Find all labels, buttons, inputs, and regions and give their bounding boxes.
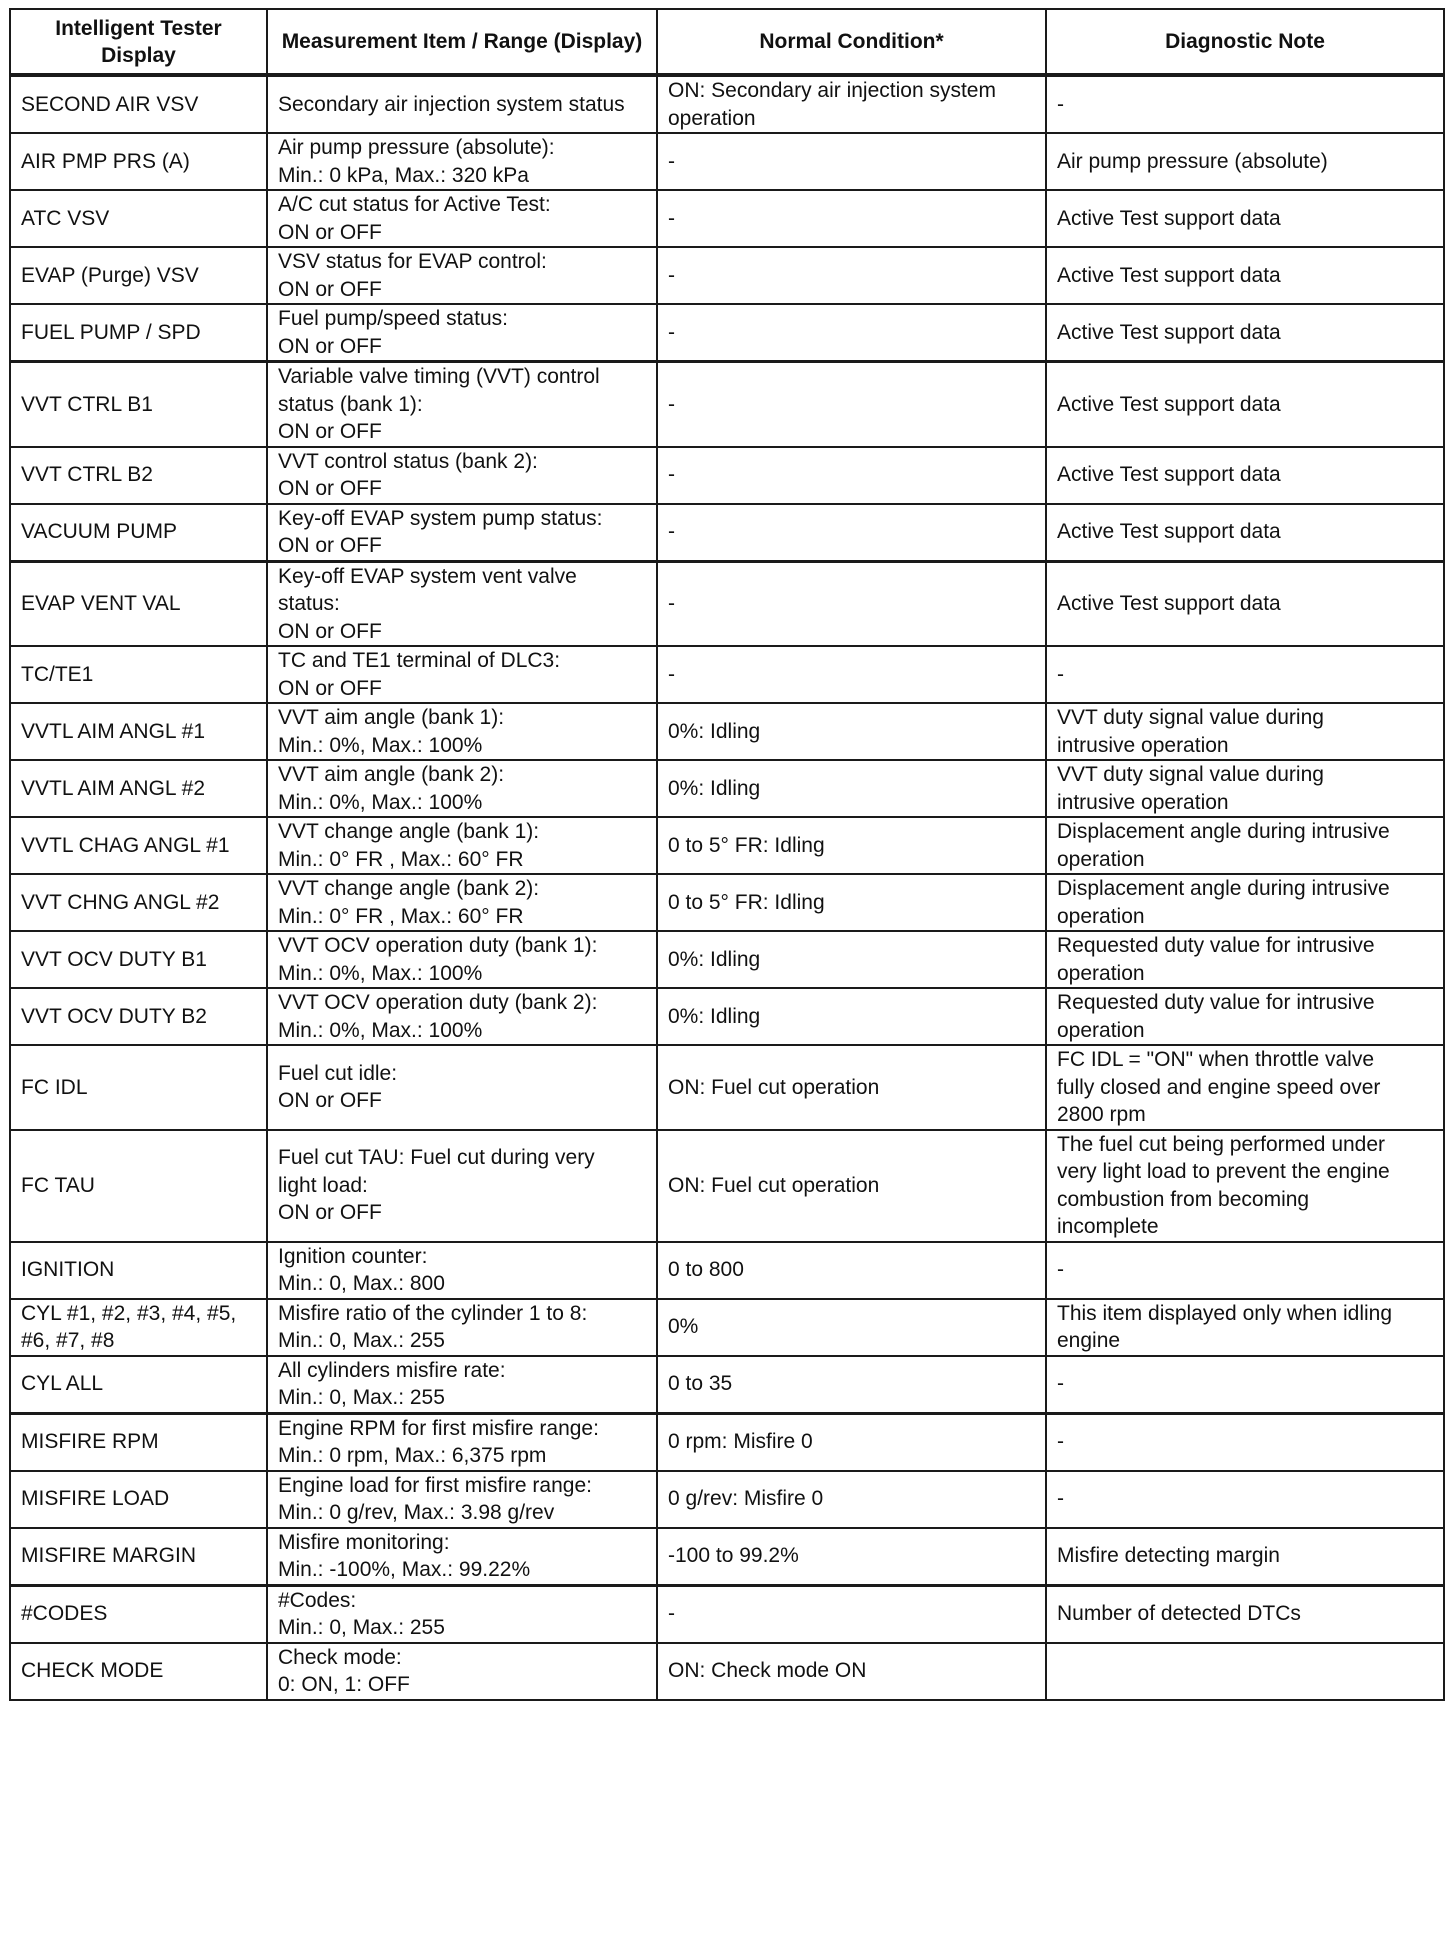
cell-measurement-item-text: Key-off EVAP system pump status: ON or OFF (278, 506, 603, 557)
table-row (10, 988, 1444, 1045)
cell-measurement-item-text: VVT OCV operation duty (bank 2): Min.: 0%, Max.: 100% (278, 991, 598, 1042)
table-row (10, 646, 1444, 703)
cell-diagnostic-note (1046, 447, 1444, 504)
cell-diagnostic-note-text: VVT duty signal value during intrusive operation (1057, 706, 1324, 757)
cell-tester-display (10, 931, 267, 988)
cell-measurement-item-text: VVT change angle (bank 2): Min.: 0° FR , Max.: 60° FR (278, 877, 540, 928)
header-tester-display: Intelligent Tester Display (10, 9, 267, 75)
cell-diagnostic-note (1046, 1356, 1444, 1414)
cell-measurement-item (267, 304, 657, 362)
cell-normal-condition-text: 0 g/rev: Misfire 0 (668, 1487, 824, 1511)
diagnostic-data-sheet (9, 8, 1443, 1701)
cell-measurement-item (267, 1471, 657, 1528)
table-row (10, 1356, 1444, 1414)
cell-normal-condition-text: ON: Check mode ON (668, 1659, 867, 1683)
cell-measurement-item-text: Fuel cut TAU: Fuel cut during very light load: ON or OFF (278, 1146, 595, 1225)
cell-measurement-item-text: Fuel cut idle: ON or OFF (278, 1061, 398, 1113)
cell-diagnostic-note (1046, 190, 1444, 247)
cell-tester-display (10, 760, 267, 817)
cell-tester-display-text: VVT CHNG ANGL #2 (21, 890, 220, 914)
cell-measurement-item-text: Key-off EVAP system vent valve status: ON or OFF (278, 564, 577, 643)
cell-measurement-item-text: VVT change angle (bank 1): Min.: 0° FR , Max.: 60° FR (278, 820, 540, 871)
cell-tester-display (10, 247, 267, 304)
table-row (10, 447, 1444, 504)
cell-normal-condition (657, 1585, 1046, 1643)
cell-diagnostic-note (1046, 1242, 1444, 1299)
cell-tester-display-text: FC TAU (21, 1173, 95, 1197)
cell-measurement-item (267, 247, 657, 304)
cell-diagnostic-note (1046, 133, 1444, 190)
data-list-table (9, 8, 1445, 1701)
cell-normal-condition (657, 1643, 1046, 1700)
cell-measurement-item (267, 874, 657, 931)
cell-tester-display (10, 561, 267, 646)
cell-normal-condition-text: ON: Fuel cut operation (668, 1173, 880, 1197)
table-row (10, 561, 1444, 646)
cell-tester-display-text: VVTL AIM ANGL #1 (21, 719, 206, 743)
cell-normal-condition (657, 75, 1046, 133)
cell-normal-condition (657, 362, 1046, 447)
table-row (10, 133, 1444, 190)
cell-diagnostic-note-text: Requested duty value for intrusive operation (1057, 991, 1375, 1042)
cell-normal-condition (657, 1130, 1046, 1242)
cell-measurement-item-text: TC and TE1 terminal of DLC3: ON or OFF (278, 649, 561, 700)
cell-normal-condition-text: - (668, 1602, 675, 1626)
cell-measurement-item (267, 1045, 657, 1130)
cell-normal-condition-text: ON: Fuel cut operation (668, 1075, 880, 1099)
cell-normal-condition (657, 874, 1046, 931)
cell-measurement-item-text: VVT control status (bank 2): ON or OFF (278, 449, 538, 500)
cell-tester-display (10, 133, 267, 190)
cell-tester-display-text: VVTL AIM ANGL #2 (21, 776, 206, 800)
cell-normal-condition (657, 1413, 1046, 1471)
cell-normal-condition (657, 703, 1046, 760)
cell-normal-condition (657, 1299, 1046, 1356)
cell-normal-condition-text: - (668, 206, 675, 230)
cell-tester-display-text: #CODES (21, 1602, 108, 1626)
table-row (10, 362, 1444, 447)
cell-diagnostic-note (1046, 75, 1444, 133)
cell-tester-display (10, 646, 267, 703)
table-row (10, 1299, 1444, 1356)
cell-tester-display (10, 1471, 267, 1528)
cell-measurement-item (267, 75, 657, 133)
header-diagnostic-note: Diagnostic Note (1046, 9, 1444, 75)
cell-diagnostic-note (1046, 304, 1444, 362)
cell-normal-condition-text: - (668, 662, 675, 686)
cell-normal-condition-text: - (668, 463, 675, 487)
cell-tester-display (10, 1242, 267, 1299)
table-row (10, 1471, 1444, 1528)
cell-normal-condition (657, 988, 1046, 1045)
cell-tester-display-text: CYL #1, #2, #3, #4, #5, #6, #7, #8 (21, 1301, 237, 1352)
cell-measurement-item (267, 133, 657, 190)
cell-normal-condition-text: 0 to 800 (668, 1258, 744, 1282)
cell-diagnostic-note (1046, 504, 1444, 562)
table-row (10, 1585, 1444, 1643)
cell-diagnostic-note-text: - (1057, 1487, 1064, 1511)
cell-measurement-item (267, 817, 657, 874)
cell-normal-condition (657, 817, 1046, 874)
cell-normal-condition (657, 504, 1046, 562)
cell-normal-condition-text: - (668, 149, 675, 173)
cell-measurement-item-text: Misfire ratio of the cylinder 1 to 8: Min.: 0, Max.: 255 (278, 1301, 588, 1352)
cell-normal-condition-text: 0% (668, 1315, 699, 1339)
cell-diagnostic-note (1046, 760, 1444, 817)
cell-diagnostic-note (1046, 1413, 1444, 1471)
cell-tester-display-text: ATC VSV (21, 206, 110, 230)
cell-tester-display-text: MISFIRE LOAD (21, 1487, 170, 1511)
cell-normal-condition-text: -100 to 99.2% (668, 1544, 799, 1568)
cell-diagnostic-note-text: This item displayed only when idling engine (1057, 1301, 1393, 1352)
cell-normal-condition-text: 0%: Idling (668, 776, 761, 800)
cell-diagnostic-note-text: Active Test support data (1057, 463, 1281, 487)
cell-tester-display (10, 1356, 267, 1414)
cell-measurement-item (267, 646, 657, 703)
cell-tester-display (10, 1299, 267, 1356)
cell-measurement-item (267, 362, 657, 447)
cell-tester-display-text: TC/TE1 (21, 662, 94, 686)
cell-normal-condition (657, 304, 1046, 362)
cell-tester-display-text: MISFIRE RPM (21, 1430, 159, 1454)
cell-diagnostic-note (1046, 247, 1444, 304)
cell-tester-display-text: EVAP VENT VAL (21, 592, 181, 615)
cell-measurement-item-text: Check mode: 0: ON, 1: OFF (278, 1645, 410, 1696)
cell-diagnostic-note-text: Active Test support data (1057, 392, 1281, 416)
cell-measurement-item (267, 1413, 657, 1471)
cell-tester-display-text: VVT CTRL B2 (21, 463, 153, 487)
cell-measurement-item (267, 190, 657, 247)
cell-normal-condition (657, 646, 1046, 703)
cell-measurement-item (267, 988, 657, 1045)
cell-normal-condition (657, 1045, 1046, 1130)
cell-tester-display-text: CHECK MODE (21, 1659, 164, 1683)
cell-measurement-item-text: Secondary air injection system status (278, 92, 625, 116)
cell-measurement-item-text: VVT aim angle (bank 2): Min.: 0%, Max.: 100% (278, 763, 505, 814)
cell-normal-condition-text: 0 to 35 (668, 1372, 733, 1396)
cell-tester-display (10, 703, 267, 760)
cell-diagnostic-note-text: - (1057, 92, 1064, 116)
table-row (10, 304, 1444, 362)
cell-diagnostic-note-text: Displacement angle during intrusive operation (1057, 877, 1390, 928)
cell-normal-condition (657, 1528, 1046, 1586)
cell-diagnostic-note-text: Active Test support data (1057, 320, 1281, 344)
cell-measurement-item-text: Engine load for first misfire range: Min.: 0 g/rev, Max.: 3.98 g/rev (278, 1473, 592, 1524)
cell-measurement-item-text: Engine RPM for first misfire range: Min.: 0 rpm, Max.: 6,375 rpm (278, 1416, 599, 1467)
cell-diagnostic-note-text: The fuel cut being performed under very light load to prevent the engine combustion from becoming incomplete (1057, 1132, 1390, 1238)
cell-tester-display (10, 190, 267, 247)
cell-tester-display (10, 1045, 267, 1130)
cell-measurement-item-text: #Codes: Min.: 0, Max.: 255 (278, 1588, 445, 1639)
cell-diagnostic-note (1046, 931, 1444, 988)
cell-measurement-item-text: Air pump pressure (absolute): Min.: 0 kPa, Max.: 320 kPa (278, 136, 555, 187)
table-row (10, 190, 1444, 247)
cell-measurement-item (267, 1299, 657, 1356)
cell-normal-condition (657, 931, 1046, 988)
cell-diagnostic-note (1046, 1528, 1444, 1586)
cell-normal-condition (657, 1471, 1046, 1528)
table-row (10, 817, 1444, 874)
cell-normal-condition-text: - (668, 392, 675, 416)
cell-diagnostic-note (1046, 1471, 1444, 1528)
cell-measurement-item-text: Ignition counter: Min.: 0, Max.: 800 (278, 1244, 445, 1295)
cell-measurement-item (267, 703, 657, 760)
cell-diagnostic-note (1046, 817, 1444, 874)
cell-diagnostic-note-text: Active Test support data (1057, 206, 1281, 230)
cell-normal-condition (657, 1356, 1046, 1414)
cell-diagnostic-note-text: Active Test support data (1057, 263, 1281, 287)
cell-diagnostic-note-text: Number of detected DTCs (1057, 1602, 1301, 1626)
cell-normal-condition-text: 0%: Idling (668, 1004, 761, 1028)
cell-tester-display-text: VVT OCV DUTY B2 (21, 1004, 207, 1028)
cell-measurement-item (267, 760, 657, 817)
cell-tester-display (10, 1413, 267, 1471)
cell-tester-display-text: AIR PMP PRS (A) (21, 149, 190, 173)
table-header-row (10, 9, 1444, 75)
cell-diagnostic-note-text: Active Test support data (1057, 520, 1281, 544)
cell-diagnostic-note-text: - (1057, 1372, 1064, 1396)
cell-normal-condition (657, 447, 1046, 504)
cell-tester-display-text: FUEL PUMP / SPD (21, 320, 201, 344)
table-row (10, 1643, 1444, 1700)
cell-tester-display (10, 1643, 267, 1700)
cell-diagnostic-note (1046, 646, 1444, 703)
cell-diagnostic-note-text: - (1057, 662, 1064, 686)
cell-diagnostic-note (1046, 1585, 1444, 1643)
cell-tester-display-text: VVT CTRL B1 (21, 392, 153, 416)
cell-tester-display-text: EVAP (Purge) VSV (21, 263, 199, 287)
cell-tester-display-text: VACUUM PUMP (21, 520, 177, 544)
cell-diagnostic-note (1046, 874, 1444, 931)
cell-tester-display (10, 504, 267, 562)
cell-measurement-item (267, 931, 657, 988)
table-row (10, 1528, 1444, 1586)
cell-measurement-item-text: VVT OCV operation duty (bank 1): Min.: 0%, Max.: 100% (278, 934, 598, 985)
cell-measurement-item (267, 1242, 657, 1299)
cell-measurement-item-text: VSV status for EVAP control: ON or OFF (278, 250, 547, 301)
cell-tester-display-text: IGNITION (21, 1258, 115, 1282)
cell-diagnostic-note (1046, 1643, 1444, 1700)
table-body (10, 75, 1444, 1700)
table-row (10, 1130, 1444, 1242)
table-row (10, 703, 1444, 760)
table-row (10, 247, 1444, 304)
cell-diagnostic-note (1046, 362, 1444, 447)
cell-normal-condition-text: 0 rpm: Misfire 0 (668, 1430, 813, 1454)
cell-measurement-item (267, 1528, 657, 1586)
table-row (10, 931, 1444, 988)
cell-normal-condition (657, 247, 1046, 304)
cell-tester-display (10, 362, 267, 447)
cell-diagnostic-note (1046, 988, 1444, 1045)
cell-tester-display (10, 1528, 267, 1586)
cell-diagnostic-note (1046, 703, 1444, 760)
cell-tester-display-text: VVTL CHAG ANGL #1 (21, 833, 230, 857)
cell-normal-condition-text: - (668, 592, 675, 615)
cell-measurement-item (267, 447, 657, 504)
cell-tester-display (10, 817, 267, 874)
cell-measurement-item (267, 561, 657, 646)
header-measurement-item: Measurement Item / Range (Display) (267, 9, 657, 75)
cell-diagnostic-note-text: Air pump pressure (absolute) (1057, 149, 1328, 173)
cell-normal-condition (657, 133, 1046, 190)
cell-tester-display (10, 874, 267, 931)
cell-measurement-item-text: VVT aim angle (bank 1): Min.: 0%, Max.: 100% (278, 706, 505, 757)
cell-normal-condition-text: ON: Secondary air injection system operation (668, 79, 996, 130)
cell-normal-condition-text: 0 to 5° FR: Idling (668, 890, 825, 914)
cell-normal-condition-text: 0%: Idling (668, 947, 761, 971)
header-normal-condition: Normal Condition* (657, 9, 1046, 75)
cell-diagnostic-note (1046, 1299, 1444, 1356)
cell-normal-condition (657, 190, 1046, 247)
cell-measurement-item-text: Fuel pump/speed status: ON or OFF (278, 307, 508, 358)
cell-diagnostic-note (1046, 1130, 1444, 1242)
cell-measurement-item (267, 1130, 657, 1242)
cell-tester-display (10, 1130, 267, 1242)
cell-normal-condition-text: - (668, 263, 675, 287)
cell-normal-condition (657, 760, 1046, 817)
cell-measurement-item-text: Misfire monitoring: Min.: -100%, Max.: 99.22% (278, 1530, 531, 1581)
cell-measurement-item (267, 504, 657, 562)
cell-tester-display (10, 304, 267, 362)
cell-diagnostic-note-text: Displacement angle during intrusive operation (1057, 820, 1390, 871)
cell-diagnostic-note-text: - (1057, 1258, 1064, 1282)
cell-measurement-item (267, 1643, 657, 1700)
cell-tester-display (10, 988, 267, 1045)
cell-tester-display-text: SECOND AIR VSV (21, 92, 199, 116)
table-row (10, 1242, 1444, 1299)
cell-normal-condition (657, 561, 1046, 646)
cell-diagnostic-note-text: - (1057, 1430, 1064, 1454)
cell-diagnostic-note-text: Misfire detecting margin (1057, 1544, 1280, 1568)
cell-diagnostic-note-text: VVT duty signal value during intrusive operation (1057, 763, 1324, 814)
cell-tester-display (10, 447, 267, 504)
table-row (10, 760, 1444, 817)
table-row (10, 504, 1444, 562)
cell-measurement-item (267, 1585, 657, 1643)
table-row (10, 1413, 1444, 1471)
cell-measurement-item (267, 1356, 657, 1414)
cell-tester-display (10, 75, 267, 133)
cell-tester-display (10, 1585, 267, 1643)
cell-diagnostic-note-text: Requested duty value for intrusive operation (1057, 934, 1375, 985)
cell-tester-display-text: MISFIRE MARGIN (21, 1544, 197, 1568)
cell-tester-display-text: FC IDL (21, 1075, 88, 1099)
cell-diagnostic-note (1046, 1045, 1444, 1130)
cell-normal-condition-text: 0%: Idling (668, 719, 761, 743)
table-row (10, 874, 1444, 931)
cell-tester-display-text: CYL ALL (21, 1372, 104, 1396)
cell-measurement-item-text: A/C cut status for Active Test: ON or OFF (278, 193, 551, 244)
cell-measurement-item-text: All cylinders misfire rate: Min.: 0, Max.: 255 (278, 1358, 506, 1409)
cell-normal-condition-text: 0 to 5° FR: Idling (668, 833, 825, 857)
cell-diagnostic-note-text: Active Test support data (1057, 592, 1281, 615)
cell-normal-condition (657, 1242, 1046, 1299)
cell-measurement-item-text: Variable valve timing (VVT) control status (bank 1): ON or OFF (278, 365, 600, 443)
cell-tester-display-text: VVT OCV DUTY B1 (21, 947, 207, 971)
table-row (10, 75, 1444, 133)
cell-diagnostic-note-text: FC IDL = "ON" when throttle valve fully closed and engine speed over 2800 rpm (1057, 1048, 1381, 1126)
cell-diagnostic-note (1046, 561, 1444, 646)
table-row (10, 1045, 1444, 1130)
cell-normal-condition-text: - (668, 520, 675, 544)
cell-normal-condition-text: - (668, 320, 675, 344)
